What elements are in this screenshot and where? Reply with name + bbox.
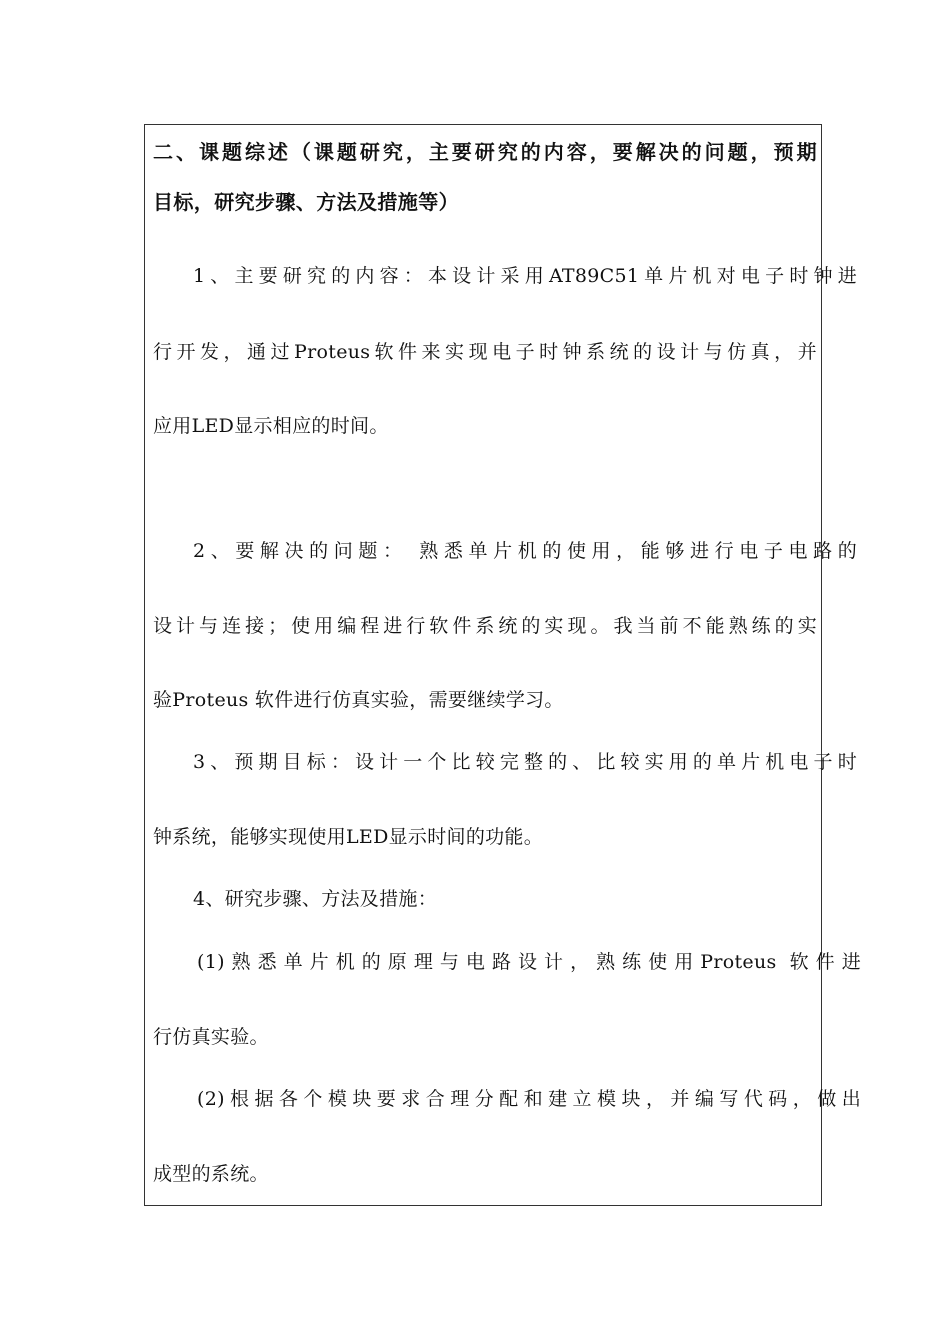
section-heading-line-1: 二、课题综述（课题研究，主要研究的内容，要解决的问题，预期 [153, 140, 817, 164]
paragraph-1-line-3: 应用LED显示相应的时间。 [153, 415, 389, 437]
paragraph-1-line-1: 1、主要研究的内容：本设计采用AT89C51单片机对电子时钟进 [193, 265, 857, 287]
paragraph-6-line-2: 成型的系统。 [153, 1163, 269, 1185]
paragraph-5-line-2: 行仿真实验。 [153, 1026, 269, 1048]
paragraph-3-line-1: 3、预期目标：设计一个比较完整的、比较实用的单片机电子时 [193, 751, 857, 773]
section-heading-line-2: 目标，研究步骤、方法及措施等） [153, 190, 459, 214]
paragraph-1-line-2: 行开发，通过Proteus软件来实现电子时钟系统的设计与仿真，并 [153, 341, 817, 363]
paragraph-4-line-1: 4、研究步骤、方法及措施： [193, 888, 437, 910]
paragraph-2-line-3: 验Proteus 软件进行仿真实验，需要继续学习。 [153, 689, 564, 711]
paragraph-6-line-1: (2)根据各个模块要求合理分配和建立模块，并编写代码，做出 [197, 1088, 861, 1110]
paragraph-3-line-2: 钟系统，能够实现使用LED显示时间的功能。 [153, 826, 544, 848]
paragraph-2-line-1: 2、要解决的问题： 熟悉单片机的使用，能够进行电子电路的 [193, 540, 857, 562]
paragraph-2-line-2: 设计与连接；使用编程进行软件系统的实现。我当前不能熟练的实 [153, 615, 817, 637]
paragraph-5-line-1: (1)熟悉单片机的原理与电路设计，熟练使用Proteus 软件进 [197, 951, 861, 973]
